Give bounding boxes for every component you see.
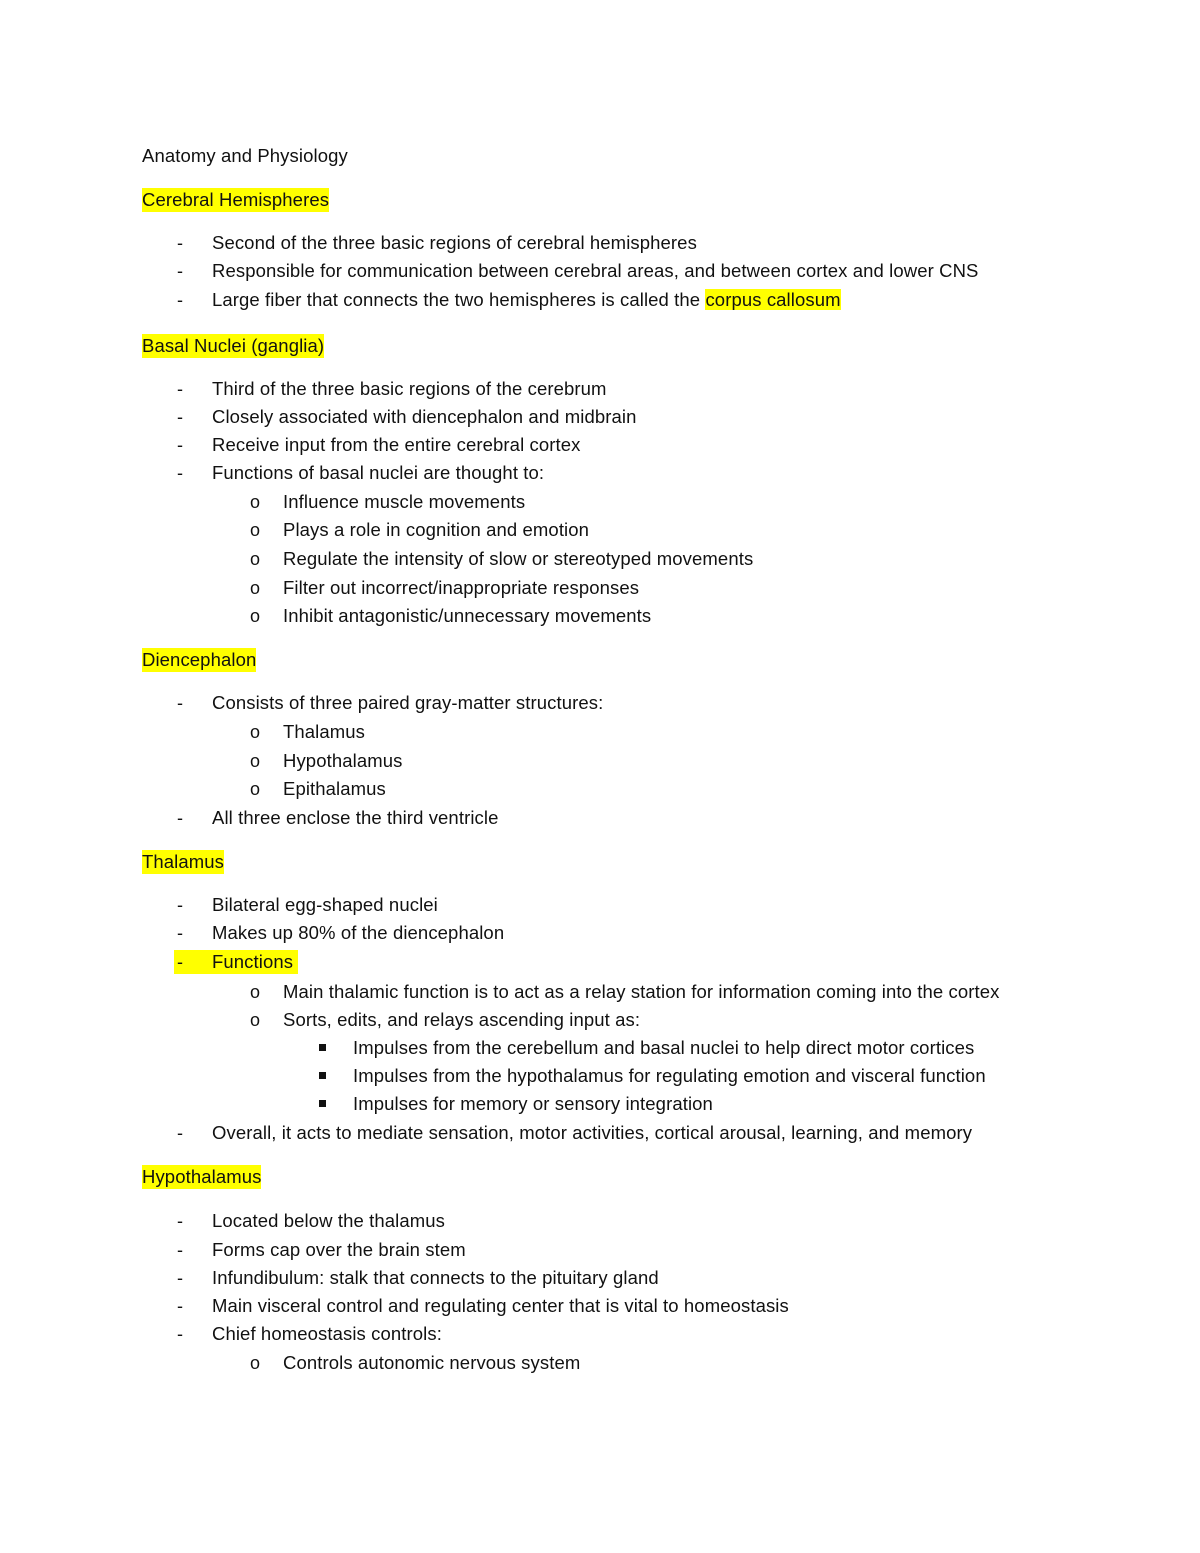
- dash-bullet: -: [177, 1123, 183, 1143]
- dash-bullet: -: [177, 290, 183, 310]
- sub-list-item: Hypothalamus: [283, 750, 403, 771]
- sub-list-item: Inhibit antagonistic/unnecessary movements: [283, 605, 652, 626]
- sub-list-item: Plays a role in cognition and emotion: [283, 519, 590, 540]
- section-heading: Cerebral Hemispheres: [142, 189, 330, 210]
- sub-list-item: Epithalamus: [283, 778, 386, 799]
- sub-sub-list-item: Impulses from the hypothalamus for regulating emotion and visceral function: [353, 1065, 986, 1086]
- dash-bullet: -: [177, 261, 183, 281]
- document-title: Anatomy and Physiology: [142, 145, 348, 166]
- list-item: Located below the thalamus: [212, 1210, 445, 1231]
- list-item-text: Large fiber that connects the two hemispheres is called the: [212, 289, 706, 310]
- circle-bullet: o: [250, 1353, 261, 1373]
- dash-bullet: -: [177, 435, 183, 455]
- sub-sub-list-item: Impulses from the cerebellum and basal nuclei to help direct motor cortices: [353, 1037, 975, 1058]
- circle-bullet: o: [250, 578, 261, 598]
- list-item: [212, 288, 841, 312]
- list-item: Closely associated with diencephalon and midbrain: [212, 406, 637, 427]
- circle-bullet: o: [250, 1010, 261, 1030]
- list-item: Second of the three basic regions of cerebral hemispheres: [212, 232, 697, 253]
- list-item: Responsible for communication between cerebral areas, and between cortex and lower CNS: [212, 260, 979, 281]
- dash-bullet: -: [177, 379, 183, 399]
- square-bullet: [319, 1100, 326, 1107]
- sub-list-item: Regulate the intensity of slow or stereotyped movements: [283, 548, 754, 569]
- sub-list-item: Sorts, edits, and relays ascending input as:: [283, 1009, 641, 1030]
- circle-bullet: o: [250, 606, 261, 626]
- circle-bullet: o: [250, 982, 261, 1002]
- list-item: Forms cap over the brain stem: [212, 1239, 466, 1260]
- sub-sub-list-item: Impulses for memory or sensory integration: [353, 1093, 713, 1114]
- square-bullet: [319, 1044, 326, 1051]
- list-item: Main visceral control and regulating center that is vital to homeostasis: [212, 1295, 789, 1316]
- dash-bullet: -: [177, 233, 183, 253]
- section-heading: Diencephalon: [142, 649, 257, 670]
- dash-bullet: -: [177, 923, 183, 943]
- circle-bullet: o: [250, 751, 261, 771]
- list-item: Overall, it acts to mediate sensation, motor activities, cortical arousal, learning, and memory: [212, 1122, 973, 1143]
- list-item: Functions of basal nuclei are thought to:: [212, 462, 545, 483]
- dash-bullet: -: [177, 407, 183, 427]
- dash-bullet: -: [177, 693, 183, 713]
- list-item: All three enclose the third ventricle: [212, 807, 499, 828]
- dash-bullet: -: [177, 952, 183, 972]
- highlighted-term: corpus callosum: [705, 289, 841, 310]
- list-item: Chief homeostasis controls:: [212, 1323, 442, 1344]
- circle-bullet: o: [250, 722, 261, 742]
- dash-bullet: -: [177, 1268, 183, 1288]
- section-heading: Hypothalamus: [142, 1166, 262, 1187]
- list-item: Bilateral egg-shaped nuclei: [212, 894, 438, 915]
- list-item: Makes up 80% of the diencephalon: [212, 922, 505, 943]
- sub-list-item: Influence muscle movements: [283, 491, 526, 512]
- square-bullet: [319, 1072, 326, 1079]
- list-item: Receive input from the entire cerebral cortex: [212, 434, 581, 455]
- dash-bullet: -: [177, 1211, 183, 1231]
- dash-bullet: -: [177, 1324, 183, 1344]
- circle-bullet: o: [250, 520, 261, 540]
- circle-bullet: o: [250, 779, 261, 799]
- sub-list-item: Controls autonomic nervous system: [283, 1352, 581, 1373]
- section-heading: Basal Nuclei (ganglia): [142, 335, 325, 356]
- circle-bullet: o: [250, 549, 261, 569]
- dash-bullet: -: [177, 1240, 183, 1260]
- list-item: Consists of three paired gray-matter structures:: [212, 692, 604, 713]
- list-item: Third of the three basic regions of the cerebrum: [212, 378, 607, 399]
- section-heading: Thalamus: [142, 851, 225, 872]
- sub-list-item: Main thalamic function is to act as a relay station for information coming into the cortex: [283, 981, 1000, 1002]
- dash-bullet: -: [177, 808, 183, 828]
- dash-bullet: -: [177, 895, 183, 915]
- dash-bullet: -: [177, 1296, 183, 1316]
- sub-list-item: Thalamus: [283, 721, 366, 742]
- dash-bullet: -: [177, 463, 183, 483]
- list-item: Infundibulum: stalk that connects to the pituitary gland: [212, 1267, 659, 1288]
- circle-bullet: o: [250, 492, 261, 512]
- sub-list-item: Filter out incorrect/inappropriate responses: [283, 577, 640, 598]
- list-item: Functions: [212, 951, 294, 972]
